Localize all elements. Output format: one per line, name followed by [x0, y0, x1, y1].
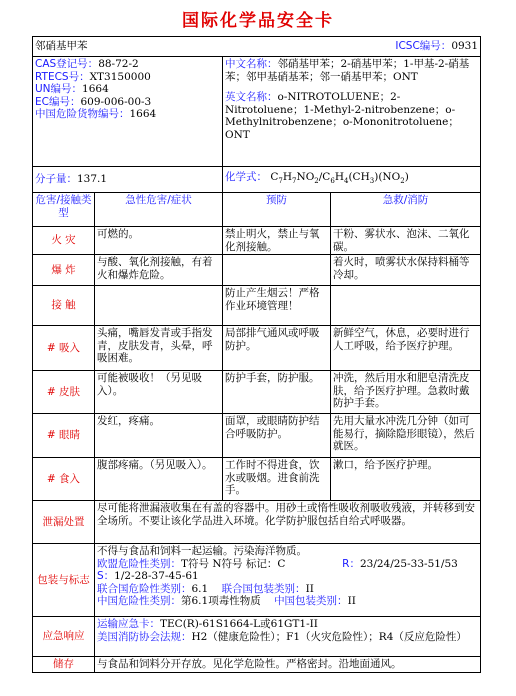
cn-packing-group: II — [347, 595, 356, 607]
hazard-row-explosion — [33, 255, 481, 286]
hazard-row-inhalation — [33, 326, 481, 371]
nfpa-value: H2（健康危险性）；F1（火灾危险性）；R4（反应危险性） — [191, 630, 467, 643]
row-firstaid: 漱口，给予医疗护理。 — [331, 458, 481, 501]
card-title: 国际化学品安全卡 — [182, 11, 334, 31]
row-prevention: 防护手套，防护服。 — [223, 371, 331, 414]
un-packing-group: II — [305, 582, 314, 595]
r-phrases-label: R： — [342, 557, 360, 570]
emergency-category: 应急响应 — [33, 617, 95, 657]
eu-class-label: 欧盟危险性类别： — [97, 557, 181, 570]
header-prevention: 预防 — [223, 193, 331, 227]
row-prevention: 面罩，或眼睛防护结合呼吸防护。 — [223, 414, 331, 458]
cn-hazard-class-label: 中国危险性类别： — [97, 595, 181, 607]
s-phrases: 1/2-28-37-45-61 — [114, 570, 199, 582]
header-firstaid: 急救/消防 — [331, 193, 481, 227]
icsc-number: 0931 — [451, 40, 479, 53]
header-hazard: 急性危害/症状 — [95, 193, 223, 227]
nfpa-label: 美国消防协会法规： — [97, 630, 192, 643]
formula-label: 化学式： — [225, 171, 267, 184]
row-firstaid: 先用大量水冲洗几分钟（如可能易行，摘除隐形眼镜），然后就医。 — [331, 414, 481, 458]
header-type: 危害/接触类型 — [33, 193, 95, 227]
chinese-names: 邻硝基甲苯；2-硝基甲苯；1-甲基-2-硝基苯；邻甲基硝基苯；邻一硝基甲苯；ONT — [225, 58, 470, 83]
row-firstaid: 新鲜空气，休息，必要时进行人工呼吸，给予医疗护理。 — [331, 326, 481, 371]
packaging-category: 包装与标志 — [33, 544, 95, 617]
storage-row — [33, 657, 481, 673]
storage-category: 储存 — [33, 657, 95, 673]
spill-row — [33, 501, 481, 544]
un-number: 1664 — [82, 83, 109, 95]
ec-number: 609-006-00-3 — [80, 95, 152, 108]
ec-label: EC编号： — [35, 95, 81, 108]
hazard-header-row — [33, 193, 481, 227]
emergency-row — [33, 617, 481, 657]
row-category: 爆 炸 — [33, 255, 95, 286]
storage-text: 与食品和饲料分开存放。见化学危险性。严格密封。沿地面通风。 — [95, 657, 481, 673]
row-hazard: 与酸、氧化剂接触，有着火和爆炸危险。 — [95, 255, 223, 286]
row-category: # 吸入 — [33, 326, 95, 371]
un-hazard-class-label: 联合国危险性类别： — [97, 582, 192, 595]
chinese-name-label: 中文名称： — [225, 58, 278, 70]
rtecs-number: XT3150000 — [89, 70, 151, 83]
packaging-row — [33, 544, 481, 617]
transport-card-value: TEC(R)-61S1664-L或61GT1-II — [160, 618, 318, 630]
transport-card-label: 运输应急卡： — [97, 618, 160, 630]
row-hazard: 腹部疼痛。（另见吸入）。 — [95, 458, 223, 501]
eu-class-value: T符号 N符号 标记：C — [181, 557, 286, 570]
un-label: UN编号： — [35, 83, 83, 95]
hazard-row-fire — [33, 227, 481, 255]
molecular-weight-label: 分子量： — [35, 173, 77, 186]
row-category: 接 触 — [33, 286, 95, 326]
row-category: # 皮肤 — [33, 371, 95, 414]
chemical-name: 邻硝基甲苯 — [35, 40, 88, 53]
packaging-note: 不得与食品和饲料一起运输。污染海洋物质。 — [97, 545, 307, 557]
r-phrases: 23/24/25-33-51/53 — [359, 557, 458, 570]
name-row — [33, 37, 481, 57]
row-hazard: 发红，疼痛。 — [95, 414, 223, 458]
row-hazard: 头痛，嘴唇发青或手指发青，皮肤发青，头晕，呼吸困难。 — [95, 326, 223, 371]
icsc-label: ICSC编号： — [395, 40, 452, 53]
safety-card-table — [32, 36, 481, 673]
hazard-row-exposure — [33, 286, 481, 326]
spill-text: 尽可能将泄漏液收集在有盖的容器中。用砂土或惰性吸收剂吸收残液，并转移到安全场所。不要让该化学品进入环境。化学防护服包括自给式呼吸器。 — [95, 501, 481, 544]
row-firstaid: 冲洗，然后用水和肥皂清洗皮肤，给予医疗护理。急救时戴防护手套。 — [331, 371, 481, 414]
english-names: o-NITROTOLUENE；2-Nitrotoluene；1-Methyl-2-nitrobenzene；o-Methylnitrobenzene；o-Mononitrotoluene；ONT — [225, 91, 459, 141]
un-packing-group-label: 联合国包装类别： — [221, 582, 306, 595]
cas-number: 88-72-2 — [98, 58, 139, 70]
cn-packing-group-label: 中国包装类别： — [274, 595, 348, 607]
chemical-formula: $C_7H_7NO_2/C_6H_4(CH_3)(NO_2)$ — [270, 171, 409, 186]
row-firstaid — [331, 286, 481, 326]
un-hazard-class: 6.1 — [191, 582, 209, 595]
row-prevention: 局部排气通风或呼吸防护。 — [223, 326, 331, 371]
row-firstaid: 干粉、雾状水、泡沫、二氧化碳。 — [331, 227, 481, 255]
row-prevention: 防止产生烟云！严格作业环境管理！ — [223, 286, 331, 326]
cn-dangerous-goods-number: 1664 — [129, 108, 157, 120]
row-prevention — [223, 255, 331, 286]
hazard-row-ingestion — [33, 458, 481, 501]
row-hazard: 可能被吸收！（另见吸入）。 — [95, 371, 223, 414]
row-prevention: 工作时不得进食，饮水或吸烟。进食前洗手。 — [223, 458, 331, 501]
english-name-label: 英文名称： — [225, 91, 278, 103]
cn-hazard-class: 第6.1项毒性物质 — [181, 595, 261, 607]
formula-row — [33, 167, 481, 193]
row-category: 火 灾 — [33, 227, 95, 255]
row-category: # 眼睛 — [33, 414, 95, 458]
row-prevention: 禁止明火，禁止与氧化剂接触。 — [223, 227, 331, 255]
row-hazard: 可燃的。 — [95, 227, 223, 255]
hazard-row-skin — [33, 371, 481, 414]
hazard-row-eyes — [33, 414, 481, 458]
molecular-weight: 137.1 — [77, 173, 108, 186]
cas-label: CAS登记号： — [35, 58, 99, 70]
row-hazard — [95, 286, 223, 326]
cn-dangerous-goods-label: 中国危险货物编号： — [35, 108, 130, 120]
row-firstaid: 着火时，喷雾状水保持料桶等冷却。 — [331, 255, 481, 286]
s-phrases-label: S： — [97, 570, 115, 582]
row-category: # 食入 — [33, 458, 95, 501]
rtecs-label: RTECS号： — [35, 70, 90, 83]
spill-category: 泄漏处置 — [33, 501, 95, 544]
identifiers-row — [33, 57, 481, 167]
